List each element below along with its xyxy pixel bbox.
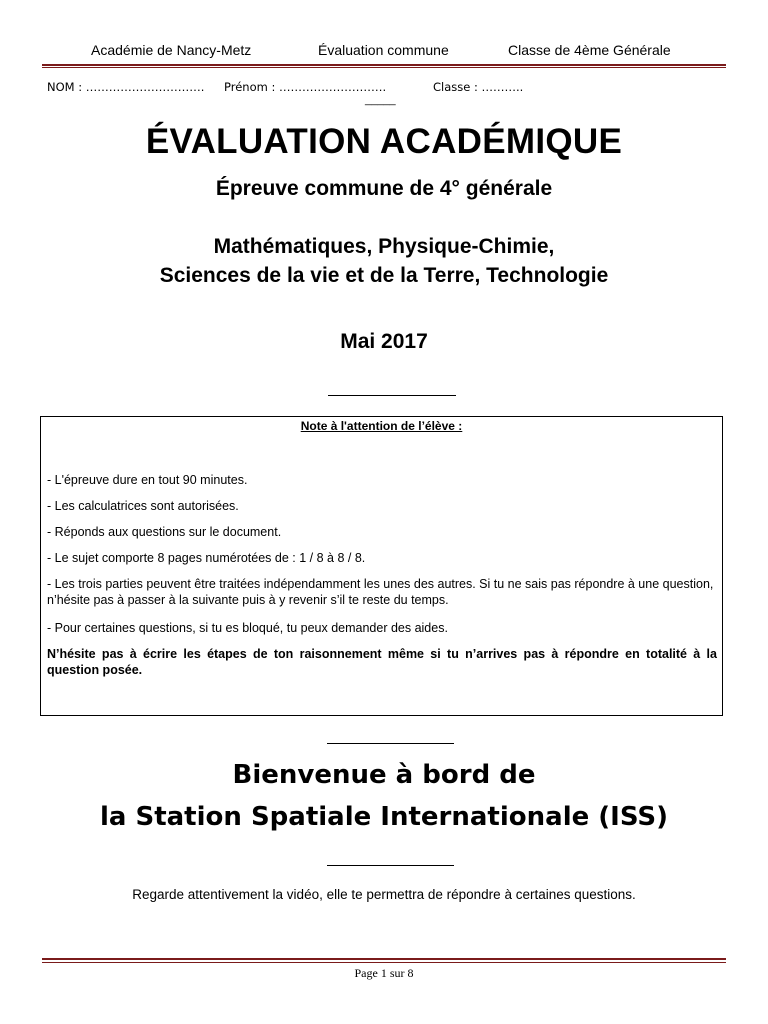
prenom-field: Prénom : ………………………. [224, 80, 387, 94]
page-subtitle: Épreuve commune de 4° générale [215, 177, 553, 200]
note-emphasis: N’hésite pas à écrire les étapes de ton raisonnement même si tu n’arrives pas à répondre en totalité à la question posée. [47, 647, 717, 677]
subjects-line-2: Sciences de la vie et de la Terre, Technologie [159, 264, 609, 287]
divider [327, 743, 454, 744]
id-separator: _____ [365, 94, 396, 106]
header-rule [42, 64, 726, 66]
footer-rule [42, 958, 726, 960]
classe-field: Classe : ……….. [433, 80, 524, 94]
header-rule-thin [42, 67, 726, 68]
note-title: Note à l'attention de l’élève : [300, 419, 463, 433]
exam-date: Mai 2017 [340, 330, 428, 353]
note-item: - Le sujet comporte 8 pages numérotées de : 1 / 8 à 8 / 8. [47, 551, 366, 565]
instruction-text: Regarde attentivement la vidéo, elle te permettra de répondre à certaines questions. [132, 887, 636, 902]
divider [327, 865, 454, 866]
nom-field: NOM : …………………………. [47, 80, 205, 94]
welcome-line-1: Bienvenue à bord de [232, 760, 536, 790]
note-item: - L'épreuve dure en tout 90 minutes. [47, 473, 248, 487]
note-item: - Les trois parties peuvent être traitées indépendamment les unes des autres. Si tu ne sais pas répondre à une question, n’hésite pas à passer à la suivante puis à y revenir s’il te reste du temps. [47, 577, 714, 607]
divider [328, 395, 456, 396]
subjects-line-1: Mathématiques, Physique-Chimie, [213, 235, 555, 258]
subjects [0, 232, 768, 290]
page-number: Page 1 sur 8 [354, 966, 414, 980]
header-classe: Classe de 4ème Générale [508, 42, 671, 58]
note-item: - Les calculatrices sont autorisées. [47, 499, 239, 513]
note-box [40, 416, 723, 716]
note-item: - Réponds aux questions sur le document. [47, 525, 282, 539]
page-title: ÉVALUATION ACADÉMIQUE [145, 122, 623, 161]
header-academie: Académie de Nancy-Metz [91, 42, 252, 58]
note-item: - Pour certaines questions, si tu es bloqué, tu peux demander des aides. [47, 621, 448, 635]
header-evaluation: Évaluation commune [318, 42, 449, 58]
welcome-line-2: la Station Spatiale Internationale (ISS) [99, 802, 669, 832]
footer-rule-thin [42, 962, 726, 963]
